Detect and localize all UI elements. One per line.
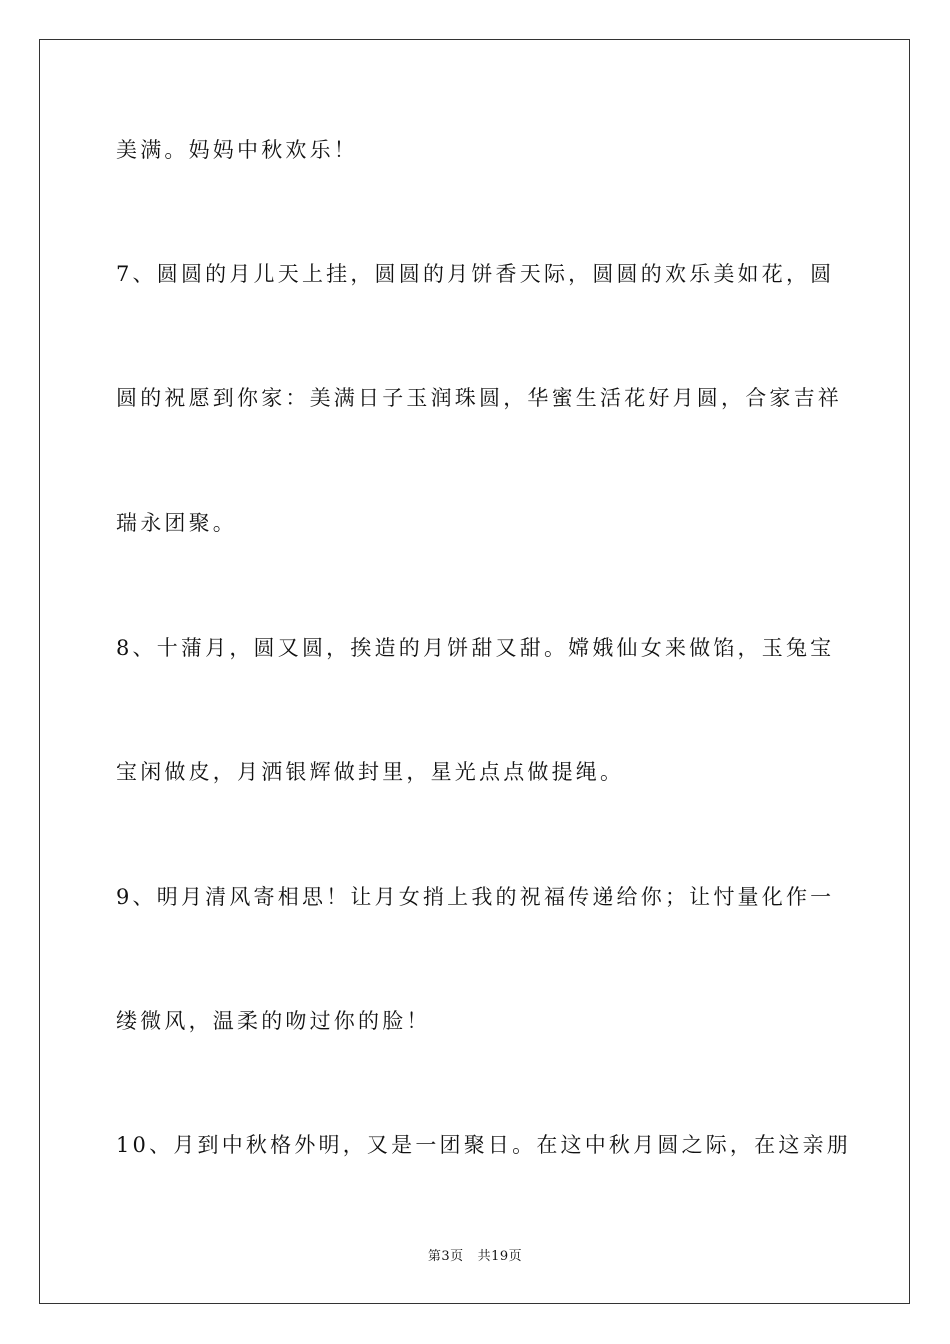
text-line-4: 瑞永团聚。	[116, 511, 237, 535]
text-line-3: 圆的祝愿到你家：美满日子玉润珠圆，华蜜生活花好月圆，合家吉祥	[116, 386, 842, 410]
page-footer	[0, 1248, 950, 1266]
page-total: 共19页	[477, 1249, 523, 1264]
page-border	[39, 39, 910, 1304]
text-line-2: 7、圆圆的月儿天上挂，圆圆的月饼香天际，圆圆的欢乐美如花，圆	[116, 262, 835, 286]
text-line-5: 8、十蒲月，圆又圆，挨造的月饼甜又甜。嫦娥仙女来做馅，玉兔宝	[116, 636, 835, 660]
text-line-6: 宝闲做皮，月洒银辉做封里，星光点点做提绳。	[116, 760, 625, 784]
text-line-1: 美满。妈妈中秋欢乐！	[116, 138, 358, 162]
text-line-7: 9、明月清风寄相思！让月女捎上我的祝福传递给你；让忖量化作一	[116, 885, 835, 909]
text-line-9: 10、月到中秋格外明，又是一团聚日。在这中秋月圆之际，在这亲朋	[116, 1133, 851, 1157]
page-number: 第3页	[427, 1249, 464, 1264]
text-line-8: 缕微风，温柔的吻过你的脸！	[116, 1009, 431, 1033]
